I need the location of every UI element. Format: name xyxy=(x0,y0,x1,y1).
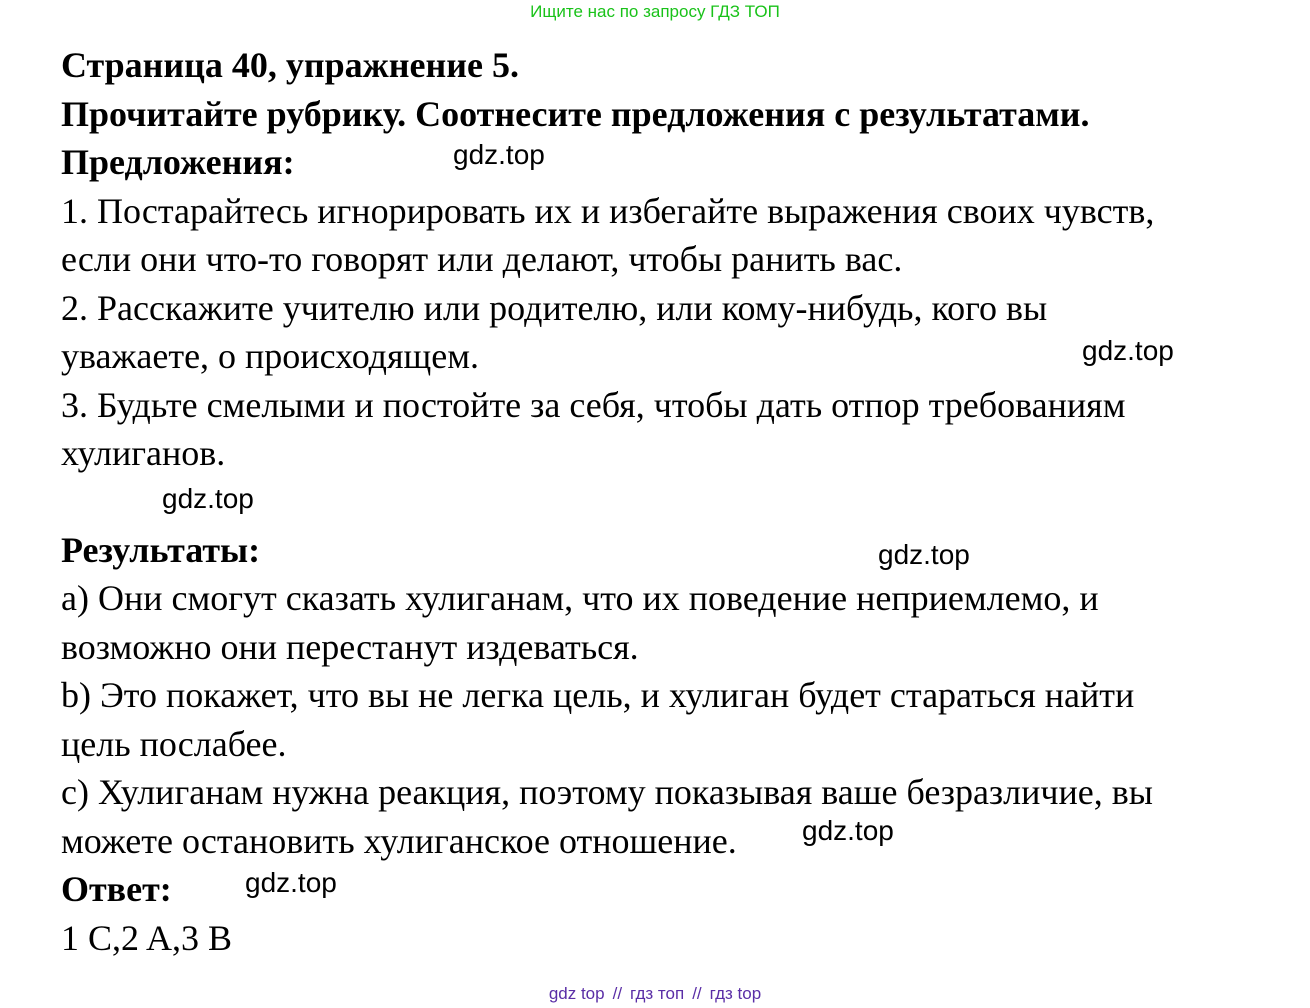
watermark-2: gdz.top xyxy=(1082,335,1174,366)
watermark-3: gdz.top xyxy=(162,483,254,514)
footer-links xyxy=(0,983,1310,1005)
sentence-2-line-2: уважаете, о происходящем. xyxy=(61,336,480,376)
result-a-line-1: a) Они смогут сказать хулиганам, что их поведение неприемлемо, и xyxy=(61,578,1099,618)
answer-text: 1 C,2 A,3 B xyxy=(61,917,233,958)
answer-heading: Ответ: xyxy=(61,869,172,909)
result-a-line-2: возможно они перестанут издеваться. xyxy=(61,626,639,667)
watermark-4: gdz.top xyxy=(878,539,970,570)
result-c-line-1: c) Хулиганам нужна реакция, поэтому показывая ваше безразличие, вы xyxy=(61,772,1153,812)
watermark-6: gdz.top xyxy=(245,867,337,898)
footer-link-gdz-top-mixed[interactable]: гдз top xyxy=(709,984,762,1003)
sentence-2-line-1: 2. Расскажите учителю или родителю, или кому-нибудь, кого вы xyxy=(61,287,1048,328)
footer-separator-2: // xyxy=(692,984,702,1003)
footer-separator-1: // xyxy=(612,984,623,1003)
sentence-3-line-2: хулиганов. xyxy=(61,433,226,473)
result-b-line-1: b) Это покажет, что вы не легка цель, и хулиган будет стараться найти xyxy=(61,675,1135,715)
result-c-line-2: можете остановить хулиганское отношение. xyxy=(61,820,737,861)
footer-link-gdz-top-ru[interactable]: гдз топ xyxy=(630,984,685,1003)
results-heading: Результаты: xyxy=(61,529,261,570)
sentence-1-line-1: 1. Постарайтесь игнорировать их и избегайте выражения своих чувств, xyxy=(61,190,1155,231)
sentence-3-line-1: 3. Будьте смелыми и постойте за себя, чтобы дать отпор требованиям xyxy=(61,384,1126,425)
result-b-line-2: цель послабее. xyxy=(61,723,287,764)
exercise-instruction: Прочитайте рубрику. Соотнесите предложения с результатами. xyxy=(61,93,1090,134)
watermark-1: gdz.top xyxy=(453,139,545,170)
sentences-heading: Предложения: xyxy=(61,142,295,182)
page-title: Страница 40, упражнение 5. xyxy=(61,45,519,85)
sentence-1-line-2: если они что-то говорят или делают, чтобы ранить вас. xyxy=(61,239,903,279)
top-banner: Ищите нас по запросу ГДЗ ТОП xyxy=(530,2,780,21)
footer-link-gdz-top[interactable]: gdz top xyxy=(548,984,605,1003)
watermark-5: gdz.top xyxy=(802,815,894,846)
